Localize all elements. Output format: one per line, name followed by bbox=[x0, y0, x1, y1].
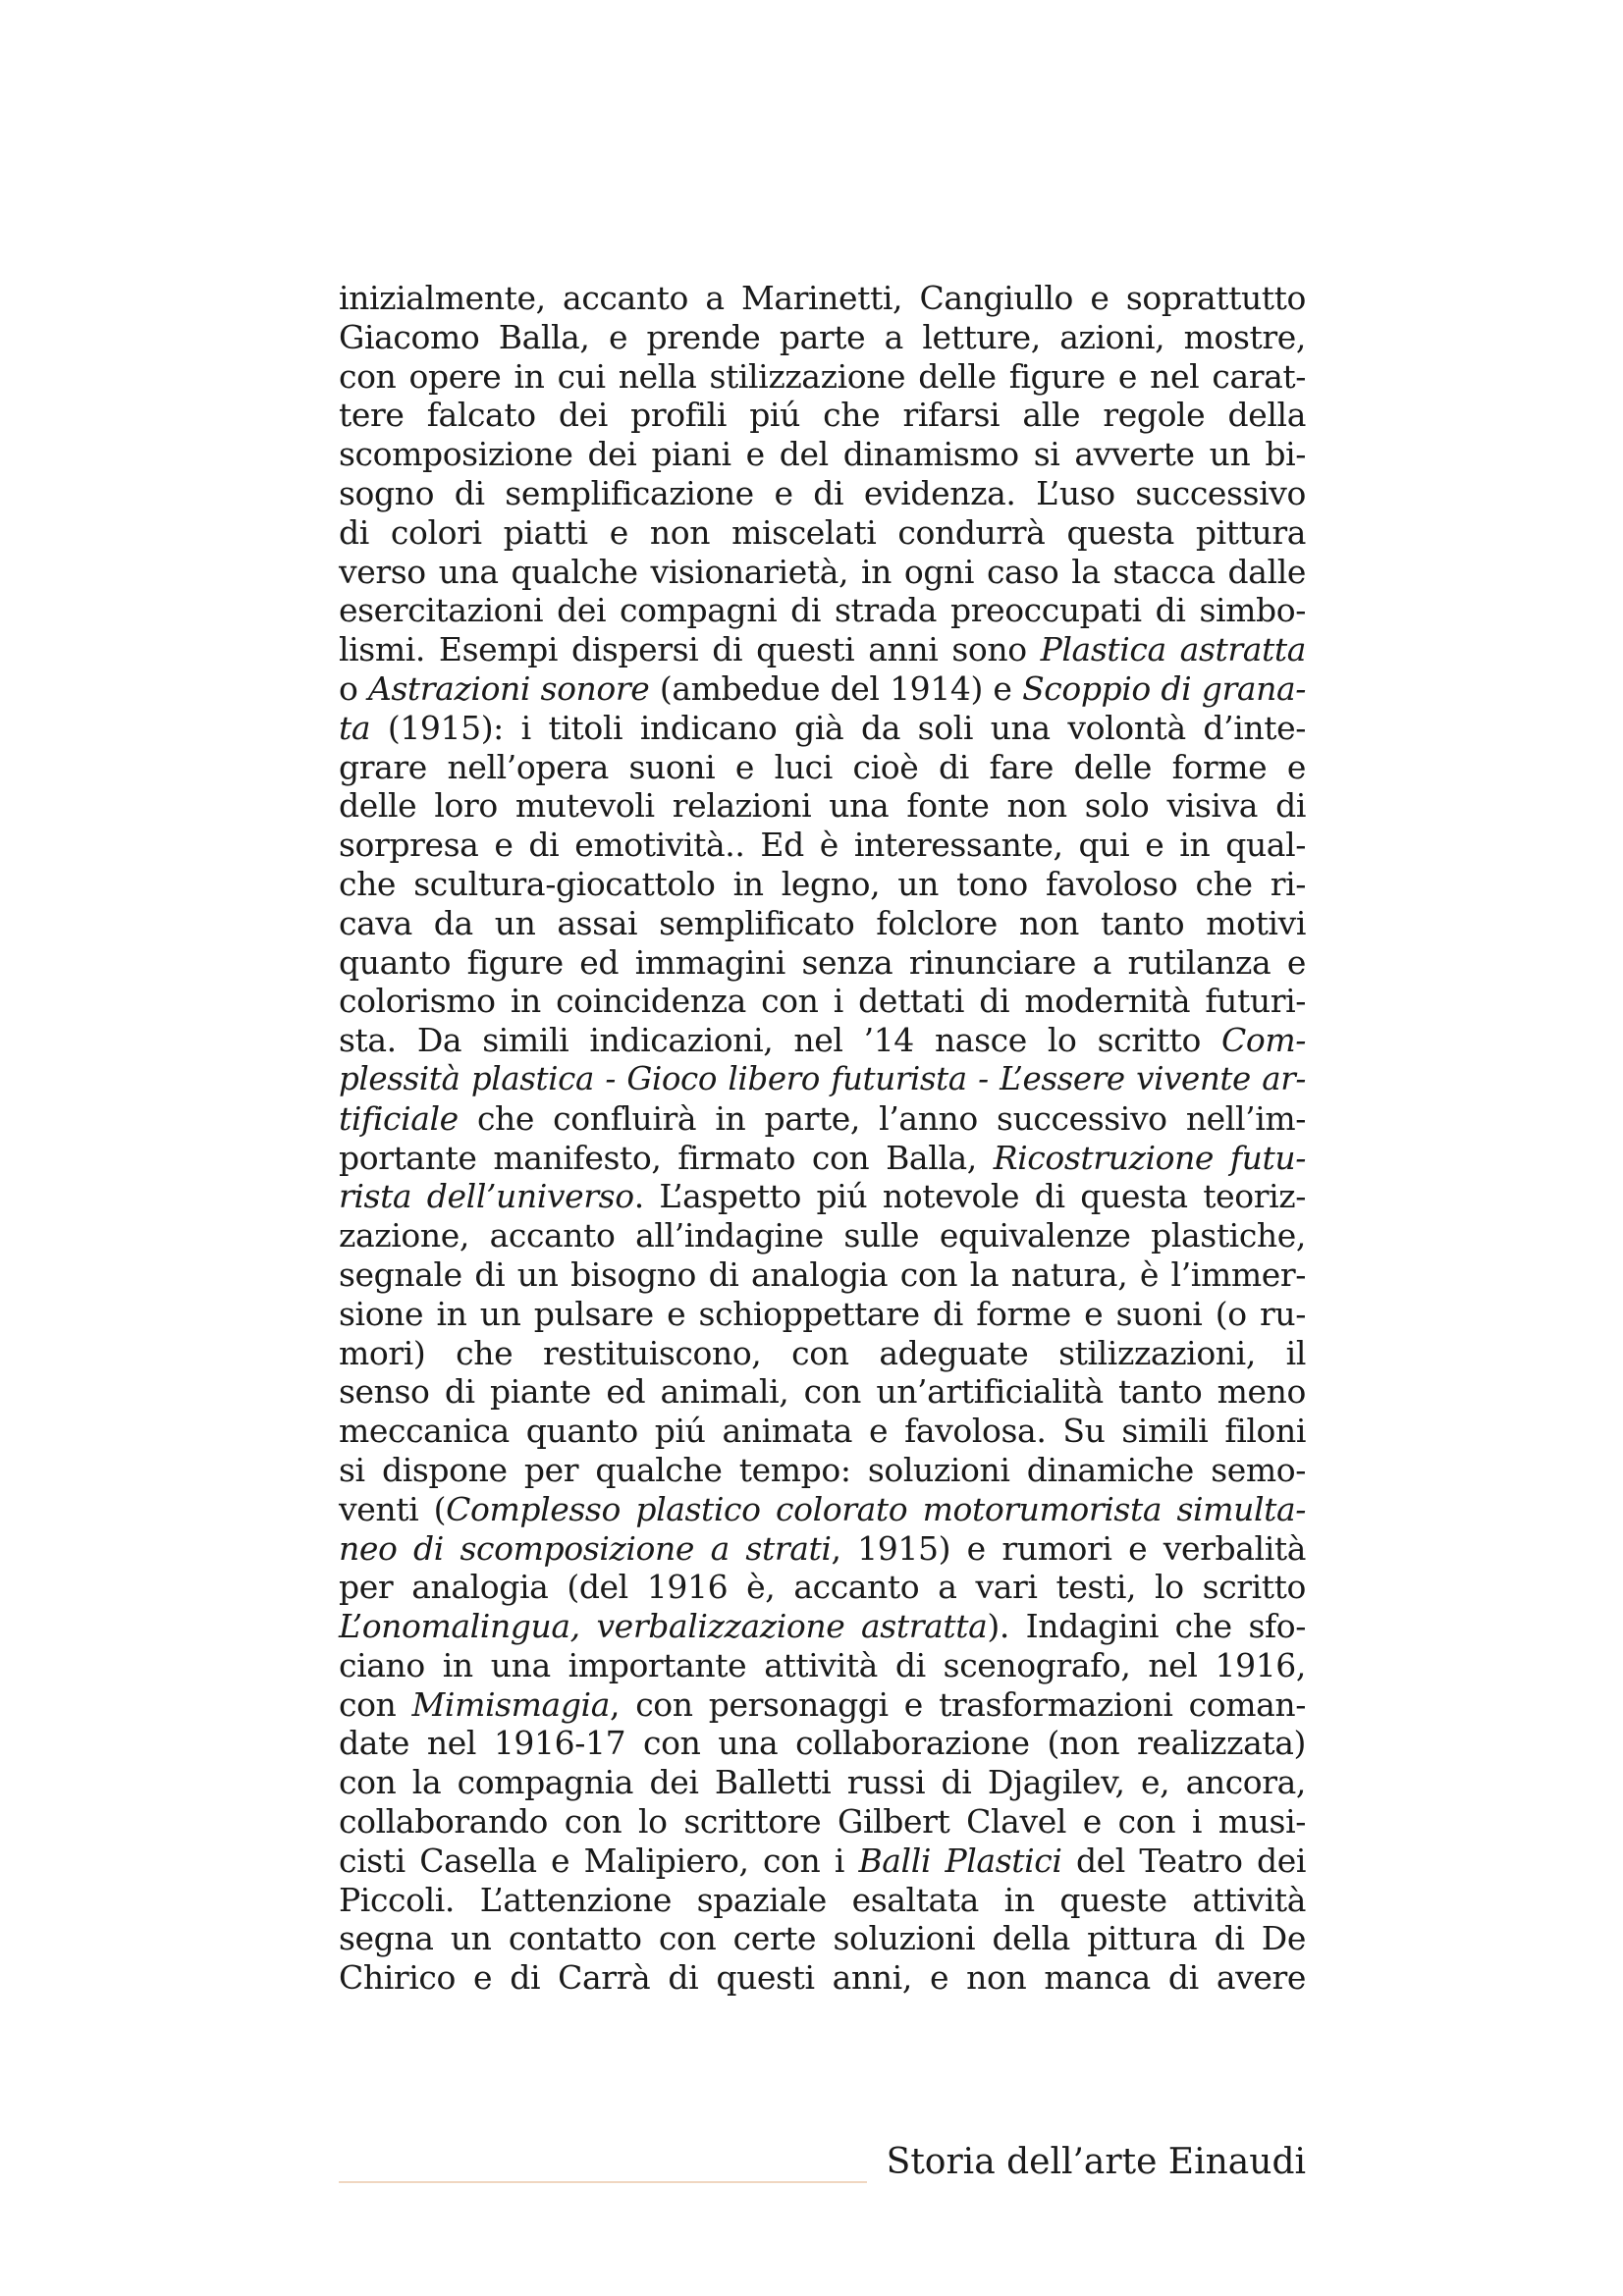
text-line bbox=[339, 1177, 1306, 1216]
text-run: Piccoli. L’attenzione spaziale esaltata in queste attività bbox=[339, 1880, 1306, 1919]
text-run: segnale di un bisogno di analogia con la natura, è l’immer- bbox=[339, 1255, 1306, 1294]
text-line bbox=[339, 279, 1306, 318]
text-run: venti ( bbox=[339, 1489, 447, 1528]
text-line bbox=[339, 513, 1306, 553]
text-run: delle loro mutevoli relazioni una fonte non solo visiva di bbox=[339, 786, 1306, 826]
text-line bbox=[339, 1021, 1306, 1060]
text-line bbox=[339, 1295, 1306, 1334]
text-line bbox=[339, 865, 1306, 904]
text-run: segna un contatto con certe soluzioni della pittura di De bbox=[339, 1919, 1306, 1958]
text-run: con opere in cui nella stilizzazione delle figure e nel carat- bbox=[339, 356, 1306, 396]
italic-title: L’onomalingua, verbalizzazione astratta bbox=[339, 1607, 988, 1646]
italic-title: Astrazioni sonore bbox=[367, 668, 650, 708]
italic-title: tificiale bbox=[339, 1098, 459, 1138]
text-run: (1915): i titoli indicano già da soli una volontà d’inte- bbox=[370, 708, 1306, 747]
italic-title: Plastica astratta bbox=[1040, 630, 1306, 669]
text-run: senso di piante ed animali, con un’artificialità tanto meno bbox=[339, 1372, 1306, 1412]
text-run: cava da un assai semplificato folclore non tanto motivi bbox=[339, 903, 1306, 942]
body-text bbox=[339, 279, 1306, 1998]
text-run: quanto figure ed immagini senza rinunciare a rutilanza e bbox=[339, 942, 1306, 982]
text-line bbox=[339, 1372, 1306, 1412]
text-run: grare nell’opera suoni e luci cioè di fare delle forme e bbox=[339, 747, 1306, 786]
text-run: sta. Da simili indicazioni, nel ’14 nasce lo scritto bbox=[339, 1021, 1222, 1060]
text-line bbox=[339, 630, 1306, 669]
italic-title: Scoppio di grana- bbox=[1022, 668, 1307, 708]
footer-rule bbox=[339, 2181, 867, 2183]
text-line bbox=[339, 1802, 1306, 1842]
text-line bbox=[339, 1490, 1306, 1529]
text-run: del Teatro dei bbox=[1061, 1841, 1307, 1880]
text-line bbox=[339, 1685, 1306, 1725]
text-line bbox=[339, 1842, 1306, 1881]
text-run: ciano in una importante attività di scenografo, nel 1916, bbox=[339, 1645, 1306, 1684]
text-run: lismi. Esempi dispersi di questi anni sono bbox=[339, 630, 1041, 669]
text-line bbox=[339, 1919, 1306, 1958]
text-run: colorismo in coincidenza con i dettati di modernità futuri- bbox=[339, 982, 1306, 1021]
text-line bbox=[339, 982, 1306, 1021]
text-run: (ambedue del 1914) e bbox=[649, 668, 1023, 708]
text-line bbox=[339, 786, 1306, 826]
text-run: collaborando con lo scrittore Gilbert Clavel e con i musi- bbox=[339, 1802, 1306, 1842]
text-run: date nel 1916-17 con una collaborazione (non realizzata) bbox=[339, 1724, 1306, 1763]
text-line bbox=[339, 1763, 1306, 1802]
text-line bbox=[339, 591, 1306, 630]
text-line bbox=[339, 904, 1306, 943]
text-run: , 1915) e rumori e verbalità bbox=[831, 1528, 1306, 1568]
text-run: ). Indagini che sfo- bbox=[987, 1607, 1307, 1646]
italic-title: Complesso plastico colorato motorumorista simulta- bbox=[446, 1489, 1306, 1528]
text-run: , con personaggi e trasformazioni coman- bbox=[609, 1684, 1306, 1724]
text-run: di colori piatti e non miscelati condurrà questa pittura bbox=[339, 512, 1306, 552]
italic-title: ta bbox=[339, 708, 371, 747]
text-line bbox=[339, 669, 1306, 709]
text-run: . L’aspetto piú notevole di questa teoriz- bbox=[633, 1177, 1307, 1216]
italic-title: Mimismagia bbox=[411, 1684, 610, 1724]
text-line bbox=[339, 1060, 1306, 1099]
footer-label: Storia dell’arte Einaudi bbox=[886, 2142, 1306, 2182]
text-run: mori) che restituiscono, con adeguate stilizzazioni, il bbox=[339, 1333, 1306, 1372]
text-run: inizialmente, accanto a Marinetti, Cangiullo e soprattutto bbox=[339, 279, 1306, 317]
text-run: sorpresa e di emotività.. Ed è interessante, qui e in qual- bbox=[339, 826, 1306, 865]
page-footer bbox=[339, 2138, 1306, 2187]
text-run: sogno di semplificazione e di evidenza. L’uso successivo bbox=[339, 473, 1306, 512]
text-run: Giacomo Balla, e prende parte a letture, azioni, mostre, bbox=[339, 317, 1306, 356]
text-line bbox=[339, 357, 1306, 397]
text-line bbox=[339, 943, 1306, 983]
text-run: che confluirà in parte, l’anno successivo nell’im- bbox=[458, 1098, 1306, 1138]
text-line bbox=[339, 748, 1306, 787]
text-line bbox=[339, 1724, 1306, 1763]
italic-title: neo di scomposizione a strati bbox=[339, 1528, 832, 1568]
text-line bbox=[339, 1529, 1306, 1569]
text-run: scomposizione dei piani e del dinamismo si avverte un bi- bbox=[339, 435, 1306, 474]
italic-title: Balli Plastici bbox=[858, 1841, 1062, 1880]
text-line bbox=[339, 1412, 1306, 1451]
text-line bbox=[339, 1607, 1306, 1646]
text-run: portante manifesto, firmato con Balla, bbox=[339, 1138, 994, 1177]
italic-title: Com- bbox=[1221, 1021, 1306, 1060]
text-run: tere falcato dei profili piú che rifarsi alle regole della bbox=[339, 396, 1306, 435]
italic-title: plessità plastica - Gioco libero futurista - L’essere vivente ar- bbox=[339, 1059, 1306, 1097]
text-line bbox=[339, 1255, 1306, 1295]
text-run: che scultura-giocattolo in legno, un tono favoloso che ri- bbox=[339, 864, 1306, 903]
text-run: zazione, accanto all’indagine sulle equivalenze plastiche, bbox=[339, 1216, 1306, 1255]
text-run: Chirico e di Carrà di questi anni, e non manca di avere bbox=[339, 1958, 1306, 1998]
italic-title: rista dell’universo bbox=[339, 1177, 634, 1216]
text-line bbox=[339, 474, 1306, 513]
text-line bbox=[339, 1216, 1306, 1255]
text-run: meccanica quanto piú animata e favolosa. Su simili filoni bbox=[339, 1412, 1306, 1451]
text-line bbox=[339, 709, 1306, 748]
text-line bbox=[339, 1099, 1306, 1139]
text-run: per analogia (del 1916 è, accanto a vari testi, lo scritto bbox=[339, 1568, 1306, 1607]
text-line bbox=[339, 1881, 1306, 1920]
text-line bbox=[339, 1139, 1306, 1178]
text-run: si dispone per qualche tempo: soluzioni dinamiche semo- bbox=[339, 1450, 1306, 1489]
text-line bbox=[339, 435, 1306, 474]
text-run: sione in un pulsare e schioppettare di forme e suoni (o ru- bbox=[339, 1294, 1306, 1333]
text-line bbox=[339, 1958, 1306, 1998]
text-line bbox=[339, 553, 1306, 592]
text-run: cisti Casella e Malipiero, con i bbox=[339, 1841, 859, 1880]
italic-title: Ricostruzione futu- bbox=[993, 1138, 1306, 1177]
text-line bbox=[339, 318, 1306, 357]
text-line bbox=[339, 1451, 1306, 1490]
text-line bbox=[339, 826, 1306, 865]
text-run: esercitazioni dei compagni di strada preoccupati di simbo- bbox=[339, 591, 1306, 630]
text-run: o bbox=[339, 668, 368, 708]
text-line bbox=[339, 1334, 1306, 1373]
text-line bbox=[339, 1568, 1306, 1607]
text-run: con la compagnia dei Balletti russi di Djagilev, e, ancora, bbox=[339, 1763, 1306, 1802]
text-run: con bbox=[339, 1684, 412, 1724]
text-line bbox=[339, 396, 1306, 435]
text-run: verso una qualche visionarietà, in ogni caso la stacca dalle bbox=[339, 552, 1306, 591]
text-line bbox=[339, 1646, 1306, 1685]
